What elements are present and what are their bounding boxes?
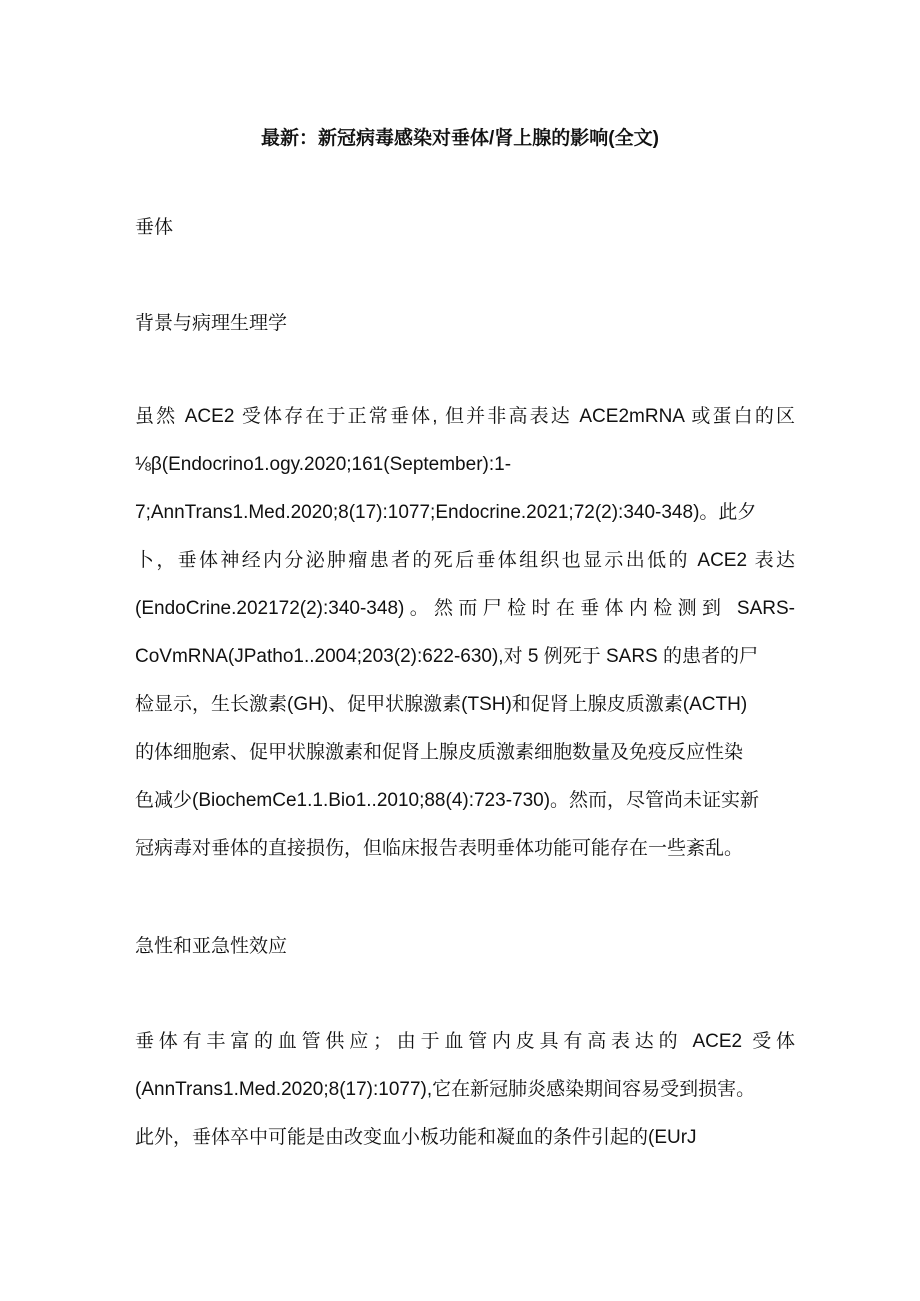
paragraph-line: 此外，垂体卒中可能是由改变血小板功能和凝血的条件引起的(EUrJ <box>135 1127 697 1148</box>
paragraph-line: 垂体有丰富的血管供应；由于血管内皮具有高表达的 ACE2 受体 <box>135 1031 795 1052</box>
paragraph-line: 色减少(BiochemCe1.1.Bio1..2010;88(4):723-730)。然而，尽管尚未证实新 <box>135 790 760 811</box>
paragraph-line: 冠病毒对垂体的直接损伤，但临床报告表明垂体功能可能存在一些紊乱。 <box>135 838 744 859</box>
paragraph-line: CoVmRNA(JPatho1..2004;203(2):622-630),对 5 例死于 SARS 的患者的尸 <box>135 646 759 667</box>
section-heading-pituitary: 垂体 <box>135 217 174 238</box>
subsection-heading-acute: 急性和亚急性效应 <box>135 936 288 957</box>
paragraph-line: (EndoCrine.202172(2):340-348)。然而尸检时在垂体内检测到 SARS- <box>135 598 795 619</box>
paragraph-acute <box>135 1027 795 1171</box>
paragraph-line: 的体细胞索、促甲状腺激素和促肾上腺皮质激素细胞数量及免疫反应性染 <box>135 742 744 763</box>
paragraph-line: (AnnTrans1.Med.2020;8(17):1077),它在新冠肺炎感染期间容易受到损害。 <box>135 1079 756 1100</box>
paragraph-line: ⅛β(Endocrino1.ogy.2020;161(September):1- <box>135 454 512 475</box>
paragraph-line: 虽然 ACE2 受体存在于正常垂体, 但并非高表达 ACE2mRNA 或蛋白的区 <box>135 406 795 427</box>
subsection-heading-background: 背景与病理生理学 <box>135 313 288 334</box>
paragraph-line: 检显示，生长激素(GH)、促甲状腺激素(TSH)和促肾上腺皮质激素(ACTH) <box>135 694 748 715</box>
paragraph-line: 7;AnnTrans1.Med.2020;8(17):1077;Endocrine.2021;72(2):340-348)。此夕 <box>135 502 757 523</box>
paragraph-background <box>135 402 795 882</box>
document-title: 最新：新冠病毒感染对垂体/肾上腺的影响(全文) <box>261 128 659 149</box>
paragraph-line: 卜，垂体神经内分泌肿瘤患者的死后垂体组织也显示出低的 ACE2 表达 <box>135 550 795 571</box>
